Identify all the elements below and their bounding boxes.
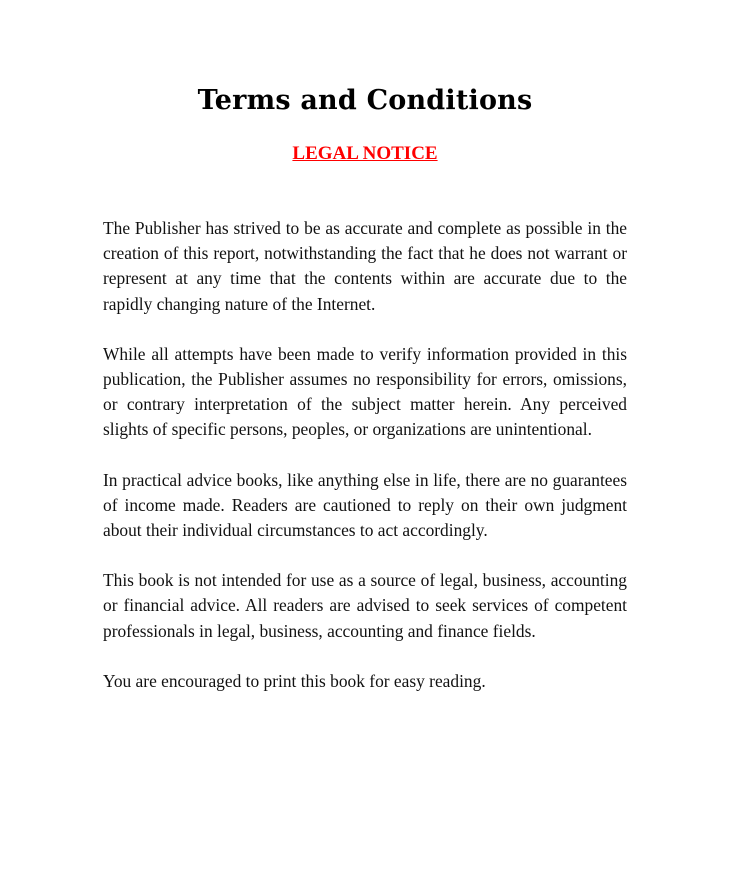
paragraph-accuracy: The Publisher has strived to be as accurate and complete as possible in the creation of this report, notwithstanding the fact that he does not warrant or represent at any time that the contents within are accurate due to the rapidly changing nature of the Internet.	[103, 218, 627, 314]
paragraph-print: You are encouraged to print this book for easy reading.	[103, 670, 486, 691]
paragraph-not-advice: This book is not intended for use as a source of legal, business, accounting or financial advice. All readers are advised to seek services of competent professionals in legal, business, accounting and finance fields.	[103, 570, 627, 641]
document-body	[103, 216, 627, 719]
page-title: Terms and Conditions	[197, 85, 533, 116]
legal-notice-heading: LEGAL NOTICE	[292, 143, 438, 164]
paragraph-responsibility: While all attempts have been made to verify information provided in this publication, the Publisher assumes no responsibility for errors, omissions, or contrary interpretation of the subject matter herein. Any perceived slights of specific persons, peoples, or organizations are unintentional.	[103, 343, 627, 440]
paragraph-no-guarantees: In practical advice books, like anything else in life, there are no guarantees of income made. Readers are cautioned to reply on their own judgment about their individual circumstances to act accordingly.	[103, 469, 627, 541]
